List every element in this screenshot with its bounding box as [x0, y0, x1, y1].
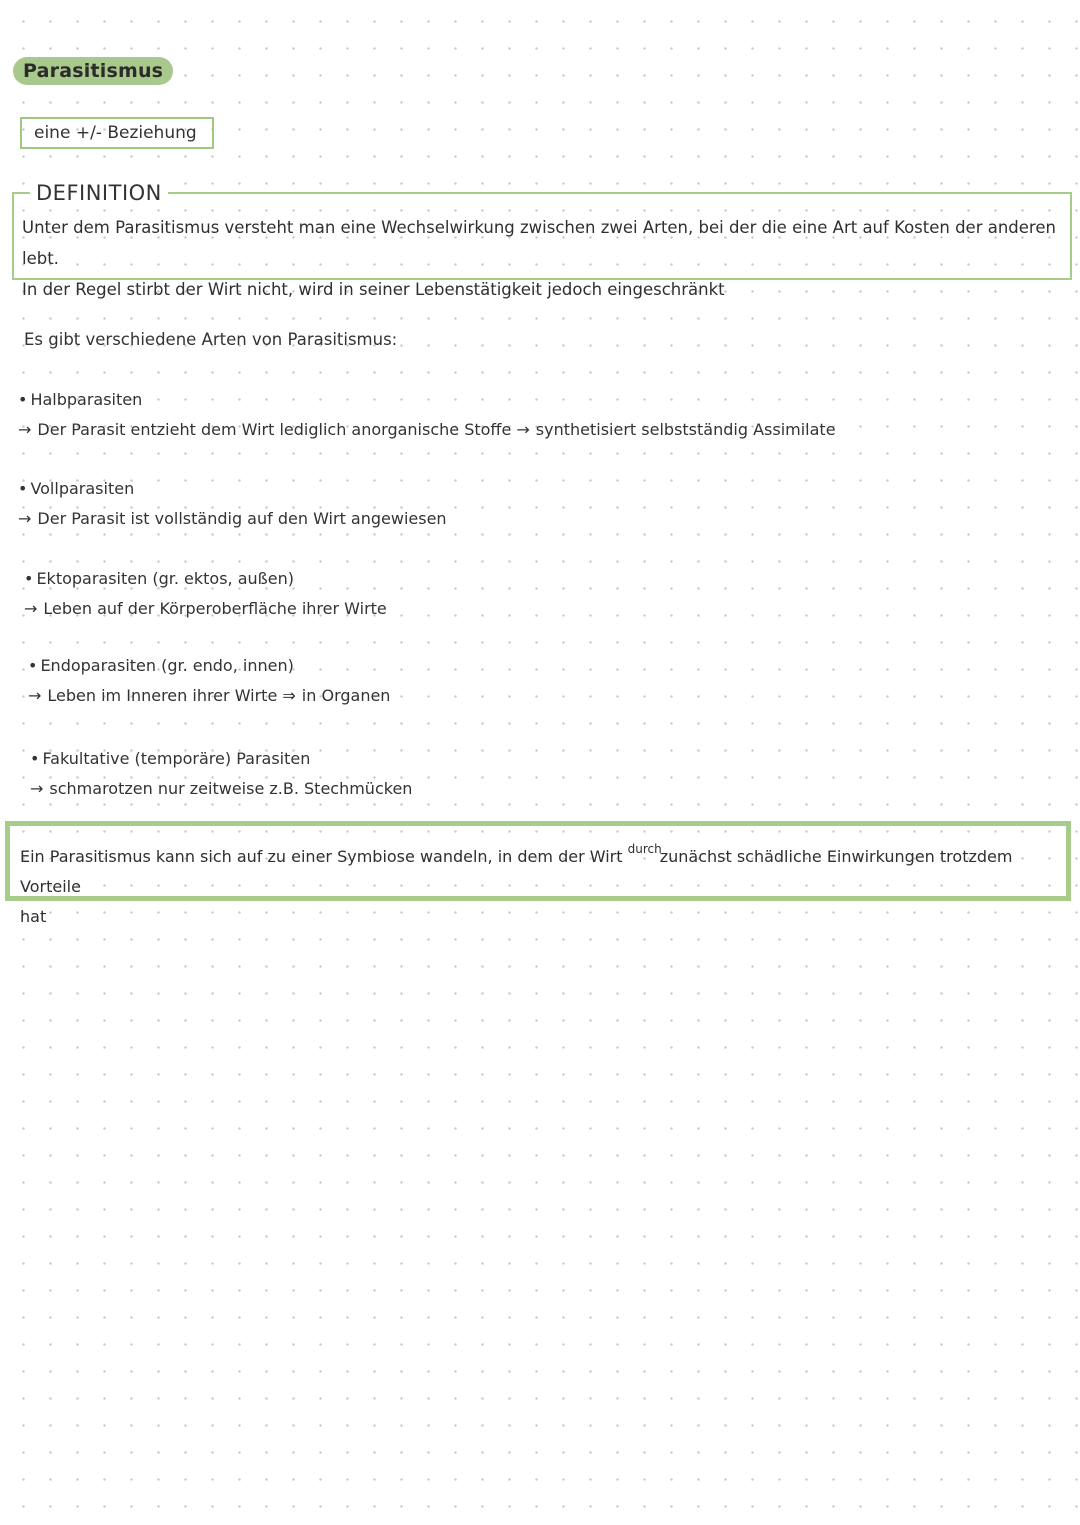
- arrow-right-icon: →: [24, 599, 38, 618]
- type-endoparasiten: [28, 651, 390, 711]
- definition-box: [12, 181, 1072, 299]
- type-extra: synthetisiert selbstständig Assimilate: [535, 420, 836, 439]
- summary-before: Ein Parasitismus kann sich auf zu einer Symbiose wandeln, in dem der Wirt: [20, 847, 623, 866]
- type-name: Fakultative (temporäre) Parasiten: [42, 749, 311, 768]
- type-halbparasiten: [18, 385, 836, 445]
- bullet-icon: •: [18, 479, 28, 498]
- page-title: Parasitismus: [13, 57, 173, 85]
- bullet-icon: •: [30, 749, 40, 768]
- type-vollparasiten: [18, 474, 447, 534]
- arrow-right-icon: →: [516, 420, 530, 439]
- summary-line-1: [20, 834, 1056, 902]
- summary-box: [5, 821, 1071, 926]
- type-name: Vollparasiten: [30, 479, 135, 498]
- definition-line-2: In der Regel stirbt der Wirt nicht, wird in seiner Lebenstätigkeit jedoch eingeschränkt: [22, 280, 725, 299]
- summary-after: zunächst schädliche Einwirkungen trotzdem Vorteile: [20, 847, 1013, 896]
- bullet-icon: •: [18, 390, 28, 409]
- definition-label: DEFINITION: [30, 180, 168, 206]
- bullet-icon: •: [28, 656, 38, 675]
- definition-line-1: Unter dem Parasitismus versteht man eine Wechselwirkung zwischen zwei Arten, bei der die eine Art auf Kosten der anderen lebt.: [22, 218, 1056, 268]
- type-description: Der Parasit ist vollständig auf den Wirt angewiesen: [37, 509, 447, 528]
- arrow-right-icon: →: [18, 509, 32, 528]
- type-description: Der Parasit entzieht dem Wirt lediglich anorganische Stoffe: [37, 420, 512, 439]
- arrow-right-icon: →: [18, 420, 32, 439]
- type-description: Leben auf der Körperoberfläche ihrer Wirte: [43, 599, 387, 618]
- type-name: Ektoparasiten (gr. ektos, außen): [36, 569, 294, 588]
- relation-note-box: [20, 117, 214, 149]
- type-extra: in Organen: [301, 686, 391, 705]
- arrow-right-icon: →: [28, 686, 42, 705]
- type-description: Leben im Inneren ihrer Wirte: [47, 686, 278, 705]
- type-name: Halbparasiten: [30, 390, 143, 409]
- type-ektoparasiten: [24, 564, 387, 624]
- bullet-icon: •: [24, 569, 34, 588]
- arrow-right-icon: →: [30, 779, 44, 798]
- double-arrow-right-icon: ⇒: [282, 686, 296, 705]
- summary-line-2: hat: [20, 907, 47, 926]
- type-description: schmarotzen nur zeitweise z.B. Stechmücken: [49, 779, 413, 798]
- type-name: Endoparasiten (gr. endo, innen): [40, 656, 294, 675]
- summary-superscript: durch: [627, 842, 662, 856]
- types-intro: Es gibt verschiedene Arten von Parasitismus:: [24, 330, 398, 349]
- type-fakultative-parasiten: [30, 744, 412, 804]
- relation-note-text: eine +/- Beziehung: [34, 123, 197, 143]
